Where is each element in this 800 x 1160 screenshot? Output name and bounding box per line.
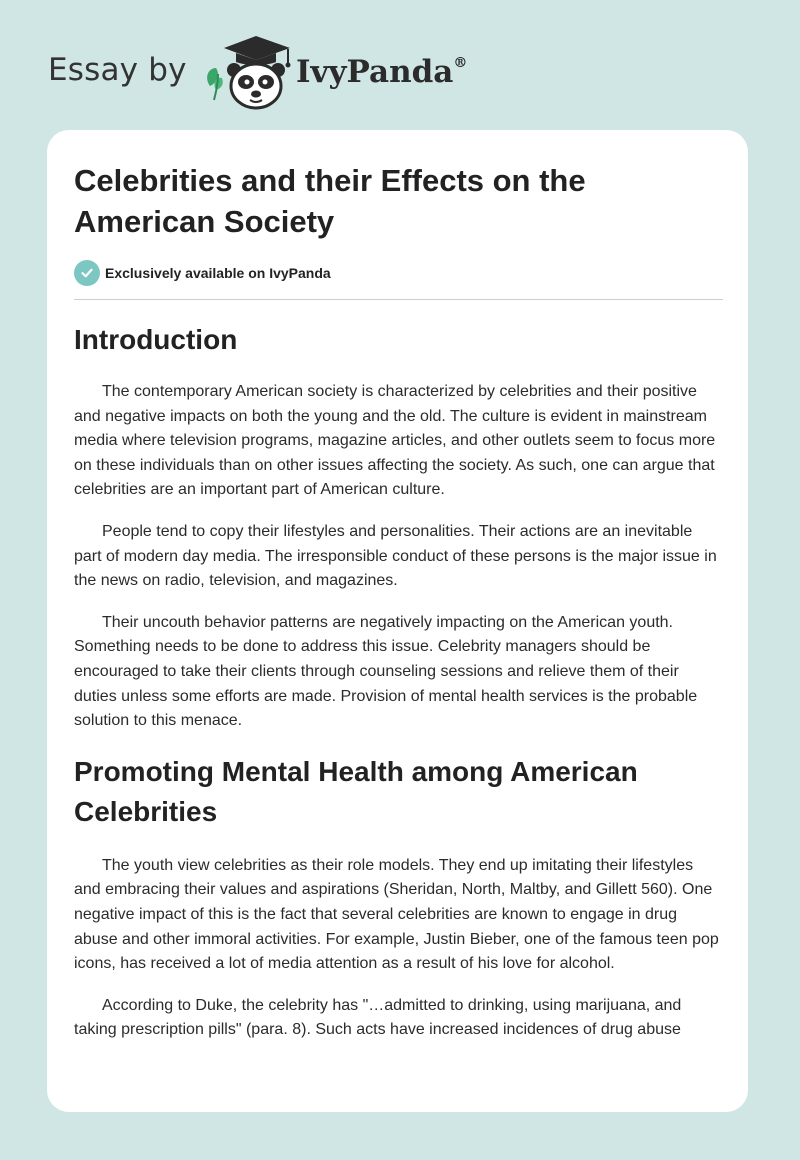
paragraph: People tend to copy their lifestyles and personalities. Their actions are an inevitable part of modern day media. The irresponsible conduct of these persons is the major issue in the news on radio, television, and magazines. bbox=[74, 522, 717, 590]
paragraph: The youth view celebrities as their role models. They end up imitating their lifestyles and embracing their values and aspirations (Sheridan, North, Maltby, and Gillett 560). One negative impact of this is the fact that several celebrities are known to engage in drug abuse and other immoral activities. For example, Justin Bieber, one of the famous teen pop icons, has received a lot of media attention as a result of his love for alcohol. bbox=[74, 856, 719, 973]
section-heading-introduction: Introduction bbox=[74, 324, 238, 355]
exclusive-label: Exclusively available on IvyPanda bbox=[105, 265, 331, 281]
site-header bbox=[48, 34, 508, 114]
paragraph: The contemporary American society is characterized by celebrities and their positive and negative impacts on both the young and the old. The culture is evident in mainstream media where television programs, magazine articles, and other outlets seem to focus more on these individuals than on other issues affecting the society. As such, one can argue that celebrities are an important part of American culture. bbox=[74, 383, 716, 499]
brand-name[interactable] bbox=[296, 54, 467, 90]
essay-card bbox=[47, 130, 748, 1112]
check-icon bbox=[74, 260, 100, 286]
paragraph: According to Duke, the celebrity has "…admitted to drinking, using marijuana, and taking prescription pills" (para. 8). Such acts have increased incidences of drug abuse bbox=[74, 996, 682, 1039]
page-title: Celebrities and their Effects on the American Society bbox=[74, 163, 586, 239]
brand-text: IvyPanda bbox=[296, 54, 454, 90]
paragraph: Their uncouth behavior patterns are negatively impacting on the American youth. Something needs to be done to address this issue. Celebrity managers should be encouraged to take their clients through counseling sessions and relieve them of their duties unless some efforts are made. Provision of mental health services is the probable solution to this menace. bbox=[74, 613, 698, 730]
exclusive-badge bbox=[74, 259, 724, 287]
essay-content bbox=[74, 160, 724, 1043]
ivypanda-logo-icon[interactable] bbox=[202, 34, 298, 110]
registered-mark: ® bbox=[453, 54, 468, 71]
section-heading-mental-health: Promoting Mental Health among American Celebrities bbox=[74, 755, 638, 827]
divider bbox=[74, 299, 723, 300]
essay-by-label: Essay by bbox=[48, 52, 187, 88]
